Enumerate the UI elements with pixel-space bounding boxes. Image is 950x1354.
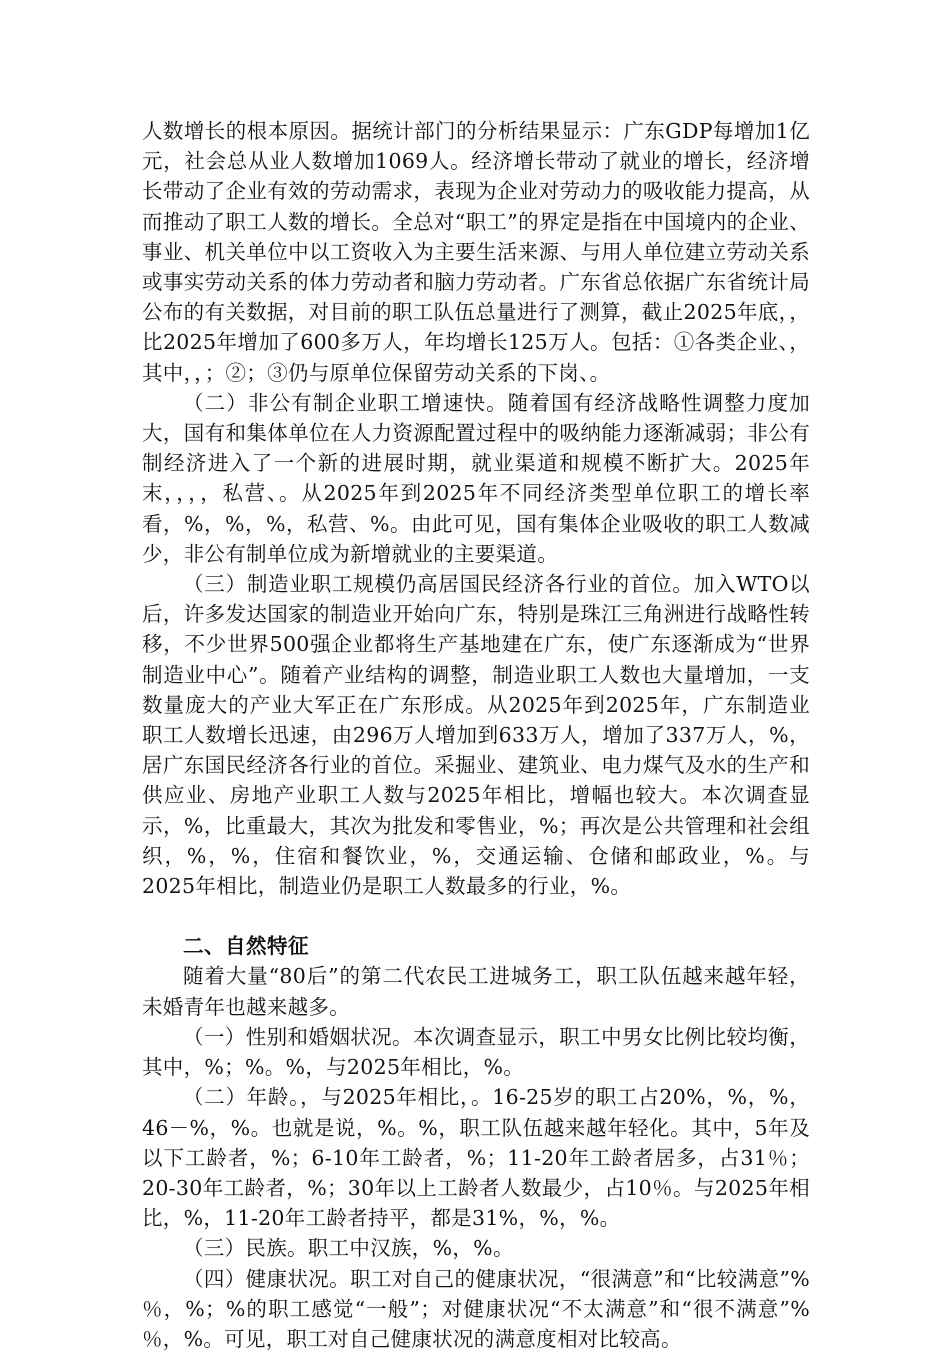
paragraph-gender-marriage: （一）性别和婚姻状况。本次调查显示，职工中男女比例比较均衡，其中，%；%。%，与2025年相比，%。: [142, 1024, 810, 1080]
paragraph-ethnicity: （三）民族。职工中汉族，%，%。: [183, 1236, 514, 1261]
paragraph-intro-natural: 随着大量“80后”的第二代农民工进城务工，职工队伍越来越年轻，未婚青年也越来越多。: [142, 964, 810, 1019]
paragraph-manufacturing: （三）制造业职工规模仍高居国民经济各行业的首位。加入WTO以后，许多发达国家的制造业开始向广东，特别是珠江三角洲进行战略性转移，不少世界500强企业都将生产基地建在广东，使广东逐渐成为“世界制造业中心”。随着产业结构的调整，制造业职工人数也大量增加，一支数量庞大的产业大军正在广东形成。从2025年到2025年，广东制造业职工人数增长迅速，由296万人增加到633万人，增加了337万人，%，居广东国民经济各行业的首位。采掘业、建筑业、电力煤气及水的生产和供应业、房地产业职工人数与2025年相比，增幅也较大。本次调查显示，%，比重最大，其次为批发和零售业，%；再次是公共管理和社会组织，%，%，住宿和餐饮业，%，交通运输、仓储和邮政业，%。与2025年相比，制造业仍是职工人数最多的行业，%。: [142, 572, 810, 899]
document-body: [142, 116, 810, 1354]
section-heading-natural-features: 二、自然特征: [183, 934, 309, 959]
paragraph-workforce-growth: 人数增长的根本原因。据统计部门的分析结果显示：广东GDP每增加1亿元，社会总从业人数增加1069人。经济增长带动了就业的增长，经济增长带动了企业有效的劳动需求，表现为企业对劳动力的吸收能力提高，从而推动了职工人数的增长。全总对“职工”的界定是指在中国境内的企业、事业、机关单位中以工资收入为主要生活来源、与用人单位建立劳动关系或事实劳动关系的体力劳动者和脑力劳动者。广东省总依据广东省统计局公布的有关数据，对目前的职工队伍总量进行了测算，截止2025年底，，比2025年增加了600多万人，年均增长125万人。包括：①各类企业、，其中，，；②；③仍与原单位保留劳动关系的下岗、。: [142, 119, 810, 385]
paragraph-age: （二）年龄。，与2025年相比，。16-25岁的职工占20%，%，%，46－%，%。也就是说，%。%，职工队伍越来越年轻化。其中，5年及以下工龄者，%；6-10年工龄者，%；11-20年工龄者居多，占31％；20-30年工龄者，%；30年以上工龄者人数最少，占10％。与2025年相比，%，11-20年工龄者持平，都是31%，%，%。: [142, 1085, 810, 1231]
paragraph-non-public-enterprise: （二）非公有制企业职工增速快。随着国有经济战略性调整力度加大，国有和集体单位在人力资源配置过程中的吸纳能力逐渐减弱；非公有制经济进入了一个新的进展时期，就业渠道和规模不断扩大。2025年末，，，，私营、。从2025年到2025年不同经济类型单位职工的增长率看，%，%，%，私营、%。由此可见，国有集体企业吸收的职工人数减少，非公有制单位成为新增就业的主要渠道。: [142, 390, 810, 566]
paragraph-health: （四）健康状况。职工对自己的健康状况，“很满意”和“比较满意”%％，%；%的职工感觉“一般”；对健康状况“不太满意”和“很不满意”%％，%。可见，职工对自己健康状况的满意度相对比较高。: [142, 1266, 810, 1351]
